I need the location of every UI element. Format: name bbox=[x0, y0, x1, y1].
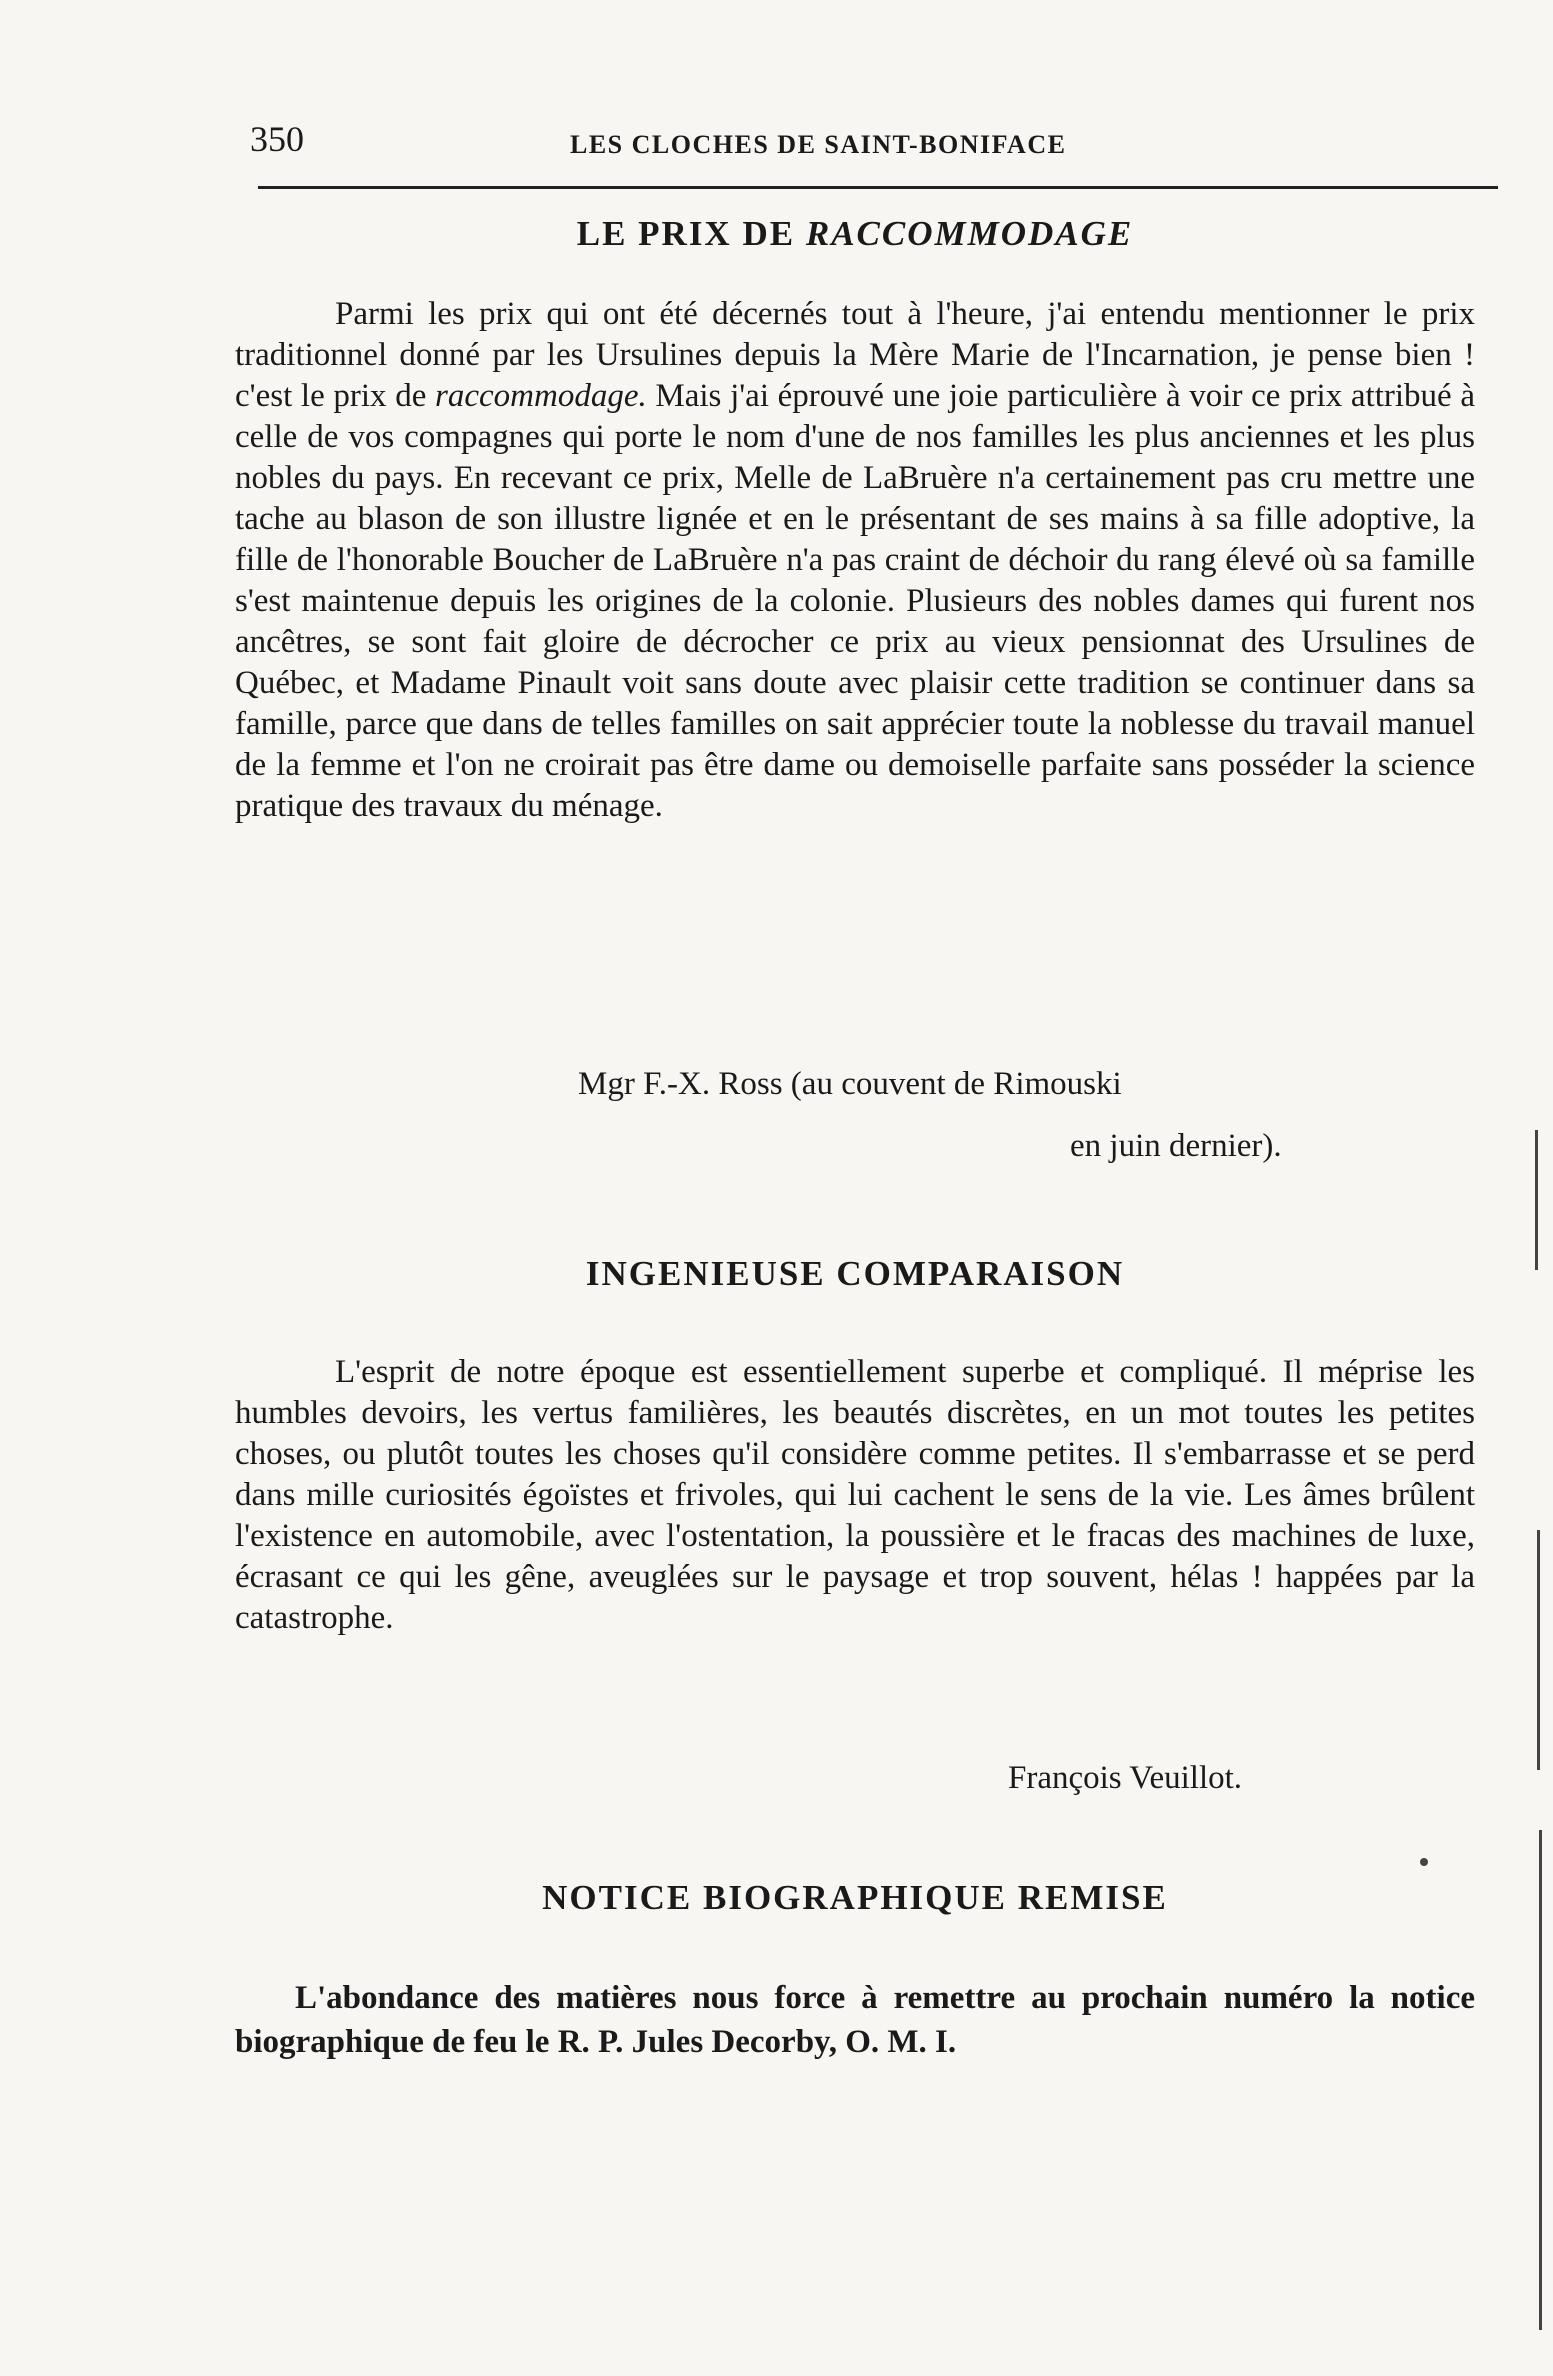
header-rule bbox=[258, 186, 1498, 189]
signature-ross-line-2: en juin dernier). bbox=[1070, 1128, 1282, 1164]
section-prix-raccommodage bbox=[235, 214, 1475, 827]
section-title: INGENIEUSE COMPARAISON bbox=[585, 1254, 1125, 1293]
section-title: NOTICE BIOGRAPHIQUE REMISE bbox=[542, 1878, 1168, 1917]
scan-edge-mark bbox=[1539, 1830, 1542, 2330]
signature-veuillot: François Veuillot. bbox=[1008, 1760, 1243, 1796]
section-title-plain: LE PRIX DE bbox=[576, 214, 796, 253]
signature-ross-line-1: Mgr F.-X. Ross (au couvent de Rimouski bbox=[578, 1066, 1122, 1102]
section-paragraph: L'abondance des matières nous force à remettre au prochain numéro la notice biographique de feu le R. P. Jules Decorby, O. M. I. bbox=[235, 1980, 1475, 2060]
section-title-italic: RACCOMMODAGE bbox=[805, 214, 1134, 253]
paragraph-part-2: Mais j'ai éprouvé une joie particulière à voir ce prix attribué à celle de vos compagnes qui porte le nom d'une de nos familles les plus anciennes et les plus nobles du pays. En recevant ce prix, Melle de LaBruère n'a certainement pas cru mettre une tache au blason de son illustre lignée et en le présentant de ses mains à sa fille adoptive, la fille de l'honorable Boucher de LaBruère n'a pas craint de déchoir du rang élevé où sa famille s'est maintenue depuis les origines de la colonie. Plusieurs des nobles dames qui furent nos ancêtres, se sont fait gloire de décrocher ce prix au vieux pensionnat des Ursulines de Québec, et Madame Pinault voit sans doute avec plaisir cette tradition se continuer dans sa famille, parce que dans de telles familles on sait apprécier toute la noblesse du travail manuel de la femme et l'on ne croirait pas être dame ou demoiselle parfaite sans posséder la science pratique des travaux du ménage. bbox=[235, 378, 1475, 824]
running-title: LES CLOCHES DE SAINT-BONIFACE bbox=[570, 130, 1067, 159]
scan-edge-mark bbox=[1537, 1530, 1540, 1770]
section-paragraph bbox=[235, 294, 1475, 827]
section-paragraph: L'esprit de notre époque est essentiellement superbe et compliqué. Il méprise les humbles devoirs, les vertus familières, les beautés discrètes, en un mot toutes les petites choses, ou plutôt toutes les choses qu'il considère comme petites. Il s'embarrasse et se perd dans mille curiosités égoïstes et frivoles, qui lui cachent le sens de la vie. Les âmes brûlent l'existence en automobile, avec l'ostentation, la poussière et le fracas des machines de luxe, écrasant ce qui les gêne, aveuglées sur le paysage et trop souvent, hélas ! happées par la catastrophe. bbox=[235, 1354, 1475, 1636]
page-header bbox=[250, 118, 1490, 178]
section-title bbox=[235, 214, 1475, 254]
paragraph-part-1: Parmi les prix qui ont été décernés tout à l'heure, j'ai entendu mentionner le prix traditionnel donné par les Ursulines depuis la Mère Marie de l'Incarnation, je pense bien ! c'est le prix de bbox=[235, 296, 1475, 414]
page-number: 350 bbox=[250, 119, 304, 159]
section-ingenieuse-comparaison bbox=[235, 1254, 1475, 1639]
paragraph-italic-word: raccommodage. bbox=[435, 378, 647, 414]
section-notice-biographique bbox=[235, 1878, 1475, 2064]
scan-edge-mark bbox=[1535, 1130, 1538, 1270]
ink-dot bbox=[1420, 1858, 1428, 1866]
